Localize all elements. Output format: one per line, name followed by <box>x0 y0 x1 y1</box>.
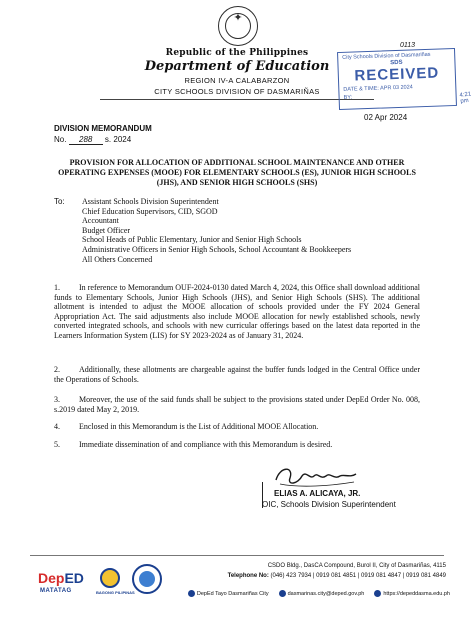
recipient-item: Assistant Schools Division Superintendent <box>82 197 219 206</box>
republic-heading: Republic of the Philippines <box>165 48 309 58</box>
seal-emblem-icon: ✦ <box>233 12 243 24</box>
paragraph-text: Immediate dissemination of and compliance with this Memorandum is desired. <box>79 440 333 449</box>
recipient-list <box>82 197 422 264</box>
memo-no-label: No. <box>54 135 67 144</box>
website-link-text: https://depeddasma.edu.ph <box>383 590 450 597</box>
email-link[interactable] <box>279 590 365 597</box>
paragraph-2 <box>54 365 420 384</box>
handwritten-signature <box>270 462 360 492</box>
bagong-pilipinas-label: BAGONG PILIPINAS <box>96 590 135 595</box>
matatag-logo: MATATAG <box>40 588 72 594</box>
website-link[interactable] <box>374 590 450 597</box>
memo-title: PROVISION FOR ALLOCATION OF ADDITIONAL SCHOOL MAINTENANCE AND OTHER OPERATING EXPENSES (MOOE) FOR ELEMENTARY SCHOOLS (ES), JUNIOR HIGH SCHOOLS (JHS), AND SENIOR HIGH SCHOOLS (SHS) <box>58 158 416 187</box>
memo-series: s. 2024 <box>104 135 132 144</box>
header-divider <box>100 99 374 100</box>
stamp-unit: SDS <box>390 59 403 67</box>
paragraph-text: In reference to Memorandum OUF-2024-0130 dated March 4, 2024, this Office shall download additional funds to Elementary Schools, Junior High Schools (JHS), and Senior High Schools (SHS). The additional allotment is intended to adjust the MOOE allocation of schools provided under the FY 2024 General Appropriation Act. The said adjustments also include MOOE allocation for newly established schools, newly converted integrated schools, and schools with new curricular offerings based on the latest data reported in the Learners Information System (LIS) for SY 2023-2024 as of January 31, 2024. <box>54 283 420 340</box>
paragraph-number: 1. <box>54 283 60 292</box>
telephone-label: Telephone No: <box>227 573 269 579</box>
memo-no-value: 288 <box>69 135 103 145</box>
stamp-date: DATE & TIME: APR 03 2024 <box>343 84 413 93</box>
department-heading: Department of Education <box>144 59 330 74</box>
paragraph-number: 5. <box>54 440 60 449</box>
stamp-time: 4:21 pm <box>459 91 472 105</box>
memo-label: DIVISION MEMORANDUM <box>54 124 152 133</box>
paragraph-1 <box>54 283 420 341</box>
globe-icon <box>374 590 381 597</box>
footer-telephone <box>190 573 446 579</box>
stamp-status: RECEIVED <box>354 64 440 85</box>
sds-logo-inner <box>139 571 155 587</box>
memo-date: 02 Apr 2024 <box>364 113 408 122</box>
paragraph-text: Moreover, the use of the said funds shall be subject to the provisions stated under DepEd Order No. 008, s.2019 dated May 2, 2019. <box>54 395 420 414</box>
paragraph-number: 2. <box>54 365 60 374</box>
to-label: To: <box>54 197 65 206</box>
memo-number-line <box>54 135 131 145</box>
logo-part-2: ED <box>64 570 84 586</box>
facebook-link[interactable] <box>188 590 269 597</box>
stamp-office: City Schools Division of Dasmariñas <box>342 51 431 61</box>
email-icon <box>279 590 286 597</box>
paragraph-text: Additionally, these allotments are chargeable against the buffer funds lodged in the Central Office under the Operations of Schools. <box>54 365 420 384</box>
signer-name: ELIAS A. ALICAYA, JR. <box>274 489 361 498</box>
recipient-item: Chief Education Supervisors, CID, SGOD <box>82 206 218 216</box>
telephone-numbers: (046) 423 7934 | 0919 081 4851 | 0919 081 4847 | 0919 081 4849 <box>270 573 446 579</box>
paragraph-number: 4. <box>54 422 60 431</box>
stamp-number: 0113 <box>400 42 416 49</box>
paragraph-number: 3. <box>54 395 60 404</box>
received-stamp <box>337 48 457 110</box>
footer-divider <box>30 555 444 556</box>
deped-seal <box>218 6 258 46</box>
recipient-item: Administrative Officers in Senior High Schools, School Accountant & Bookkeepers <box>82 244 352 254</box>
recipient-item: Budget Officer <box>82 225 131 235</box>
facebook-link-text: DepEd Tayo Dasmariñas City <box>196 590 269 597</box>
division-heading: CITY SCHOOLS DIVISION OF DASMARIÑAS <box>154 87 320 96</box>
footer-links <box>150 590 450 597</box>
region-heading: REGION IV-A CALABARZON <box>184 76 290 85</box>
recipient-item: Accountant <box>82 216 119 226</box>
facebook-icon <box>188 590 195 597</box>
paragraph-text: Enclosed in this Memorandum is the List of Additional MOOE Allocation. <box>79 422 319 431</box>
stamp-by: BY: <box>343 94 353 101</box>
signer-position: OIC, Schools Division Superintendent <box>262 500 396 509</box>
recipient-item: School Heads of Public Elementary, Junior and Senior High Schools <box>82 235 302 245</box>
bagong-pilipinas-logo <box>100 568 120 588</box>
deped-logo <box>38 570 84 586</box>
logo-part-1: Dep <box>38 570 65 586</box>
paragraph-4 <box>54 422 420 432</box>
recipient-item: All Others Concerned <box>82 254 153 264</box>
paragraph-5 <box>54 440 420 450</box>
paragraph-3 <box>54 395 420 414</box>
footer-address: CSDO Bldg., DasCA Compound, Burol II, City of Dasmariñas, 4115 <box>267 563 446 569</box>
email-link-text: dasmarinas.city@deped.gov.ph <box>287 590 365 597</box>
